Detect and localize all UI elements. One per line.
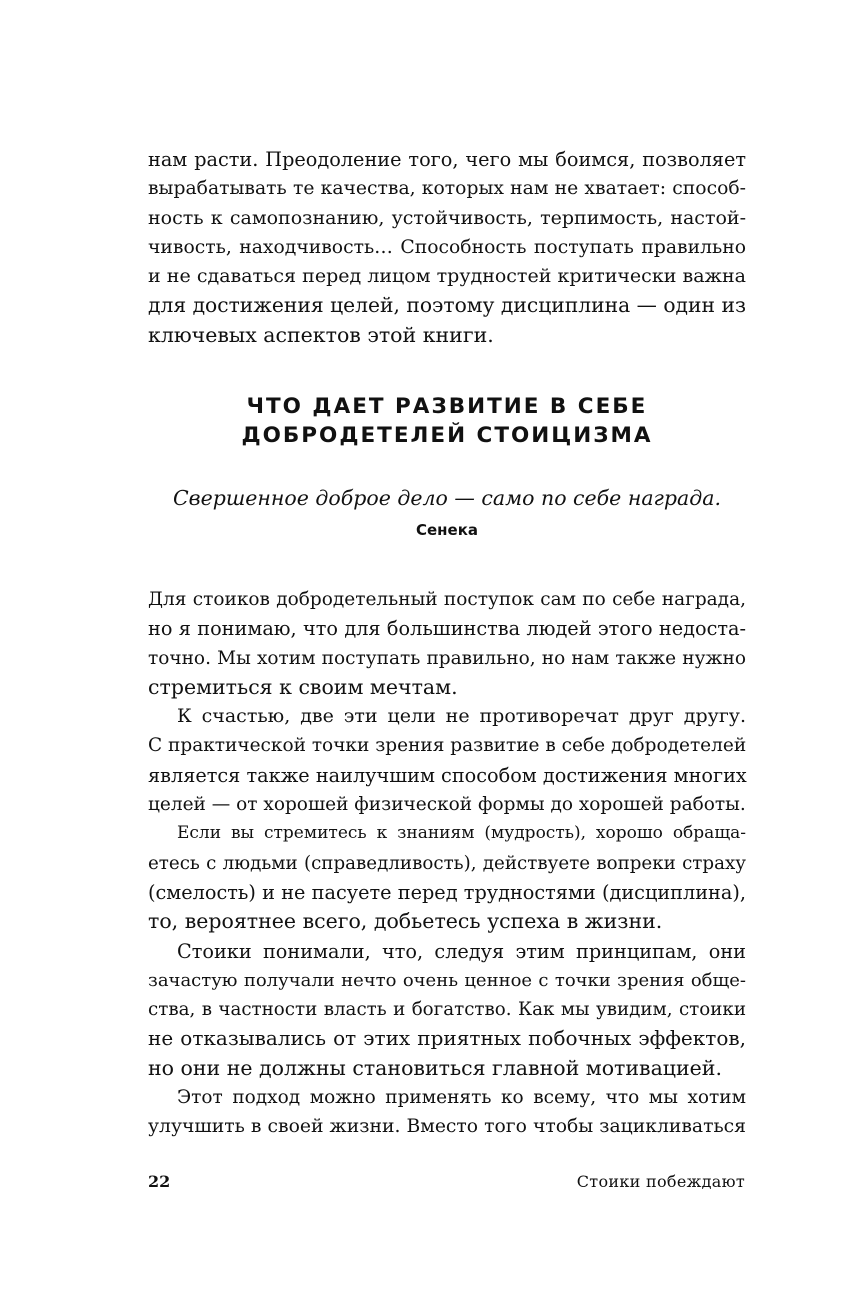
text-line: и не сдаваться перед лицом трудностей критически важна	[148, 265, 746, 288]
text-line: ность к самопознанию, устойчивость, терпимость, настой-	[148, 206, 746, 229]
text-line: (смелость) и не пасуете перед трудностями (дисциплина),	[148, 880, 746, 904]
text-line: Если вы стремитесь к знаниям (мудрость), хорошо обраща-	[177, 823, 746, 844]
text-line: ключевых аспектов этой книги.	[148, 322, 494, 347]
text-line: является также наилучшим способом достижения многих	[148, 763, 747, 787]
top-paragraph	[148, 145, 746, 350]
paragraph	[148, 585, 746, 702]
section-heading-line: ЧТО ДАЕТ РАЗВИТИЕ В СЕБЕ	[246, 394, 648, 419]
paragraph	[148, 937, 746, 1083]
section-heading	[148, 392, 746, 450]
text-line: нам расти. Преодоление того, чего мы боимся, позволяет	[148, 148, 746, 171]
body-text	[148, 585, 746, 1142]
text-line: стремиться к своим мечтам.	[148, 674, 458, 699]
paragraph	[148, 1083, 746, 1142]
text-line: чивость, находчивость… Способность поступать правильно	[148, 236, 746, 258]
text-line: целей — от хорошей физической формы до хорошей работы.	[148, 794, 746, 816]
running-title: Стоики побеждают	[576, 1172, 745, 1191]
text-line: Для стоиков добродетельный поступок сам по себе награда,	[148, 589, 746, 610]
text-line: для достижения целей, поэтому дисциплина — один из	[148, 293, 746, 318]
text-line: К счастью, две эти цели не противоречат друг другу.	[177, 705, 746, 728]
text-line: точно. Мы хотим поступать правильно, но нам также нужно	[148, 647, 746, 669]
text-line: зачастую получали нечто очень ценное с точки зрения обще-	[148, 969, 746, 991]
paragraph	[148, 819, 746, 936]
paragraph	[148, 702, 746, 819]
text-line: но они не должны становиться главной мотивацией.	[148, 1055, 722, 1080]
text-line: не отказывались от этих приятных побочных эффектов,	[148, 1026, 746, 1051]
text-line: етесь с людьми (справедливость), действуете вопреки страху	[148, 852, 746, 874]
text-line: вырабатывать те качества, которых нам не хватает: способ-	[148, 178, 746, 200]
text-line: Этот подход можно применять ко всему, что мы хотим	[177, 1087, 746, 1109]
page-number: 22	[148, 1172, 171, 1191]
text-line: Стоики понимали, что, следуя этим принципам, они	[177, 939, 746, 963]
text-line: то, вероятнее всего, добьетесь успеха в жизни.	[148, 909, 663, 934]
section-heading-line: ДОБРОДЕТЕЛЕЙ СТОИЦИЗМА	[241, 423, 653, 448]
text-line: ства, в частности власть и богатство. Как мы увидим, стоики	[148, 999, 746, 1021]
text-line: С практической точки зрения развитие в себе добродетелей	[148, 735, 747, 757]
text-line: но я понимаю, что для большинства людей этого недоста-	[148, 617, 746, 641]
epigraph-quote: Свершенное доброе дело — само по себе награда.	[173, 486, 721, 510]
epigraph-author: Сенека	[415, 521, 479, 539]
text-line: улучшить в своей жизни. Вместо того чтобы зацикливаться	[148, 1116, 746, 1138]
